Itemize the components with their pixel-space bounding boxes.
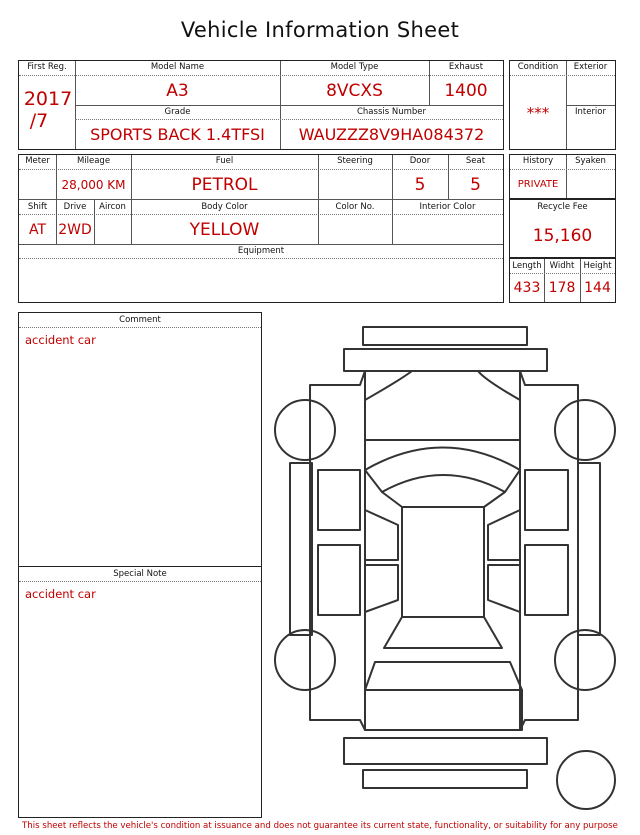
model-type-label: Model Type (330, 62, 379, 72)
shift-value: AT (28, 221, 47, 238)
comment-box (18, 312, 262, 567)
length-label: Length (512, 261, 542, 271)
chassis-number-value: WAUZZZ8V9HA084372 (298, 125, 485, 144)
door-label: Door (409, 156, 431, 166)
model-type-value: 8VCXS (326, 80, 383, 101)
left-front-door (318, 470, 360, 530)
car-damage-diagram (270, 320, 630, 820)
steering-label: Steering (337, 156, 373, 166)
condition-label: Condition (517, 62, 559, 72)
dash (382, 492, 505, 507)
syaken-label: Syaken (575, 156, 606, 166)
front-bumper-top (363, 327, 527, 345)
chassis-number-label: Chassis Number (356, 107, 427, 117)
rear-bumper (344, 738, 547, 764)
model-name-value: A3 (166, 80, 189, 101)
hood (365, 371, 520, 440)
trunk (365, 690, 522, 730)
mileage-label: Mileage (76, 156, 111, 166)
meter-label: Meter (25, 156, 50, 166)
dimensions-table (509, 258, 616, 303)
width-label: Widht (549, 261, 575, 271)
right-front-door (525, 470, 568, 530)
rear-glass (384, 617, 502, 648)
right-front-window (488, 510, 520, 560)
windshield (365, 448, 520, 493)
history-value: PRIVATE (517, 178, 559, 190)
first-reg-month: /7 (29, 110, 49, 132)
body-color-label: Body Color (201, 202, 248, 212)
mileage-value: 28,000 KM (61, 177, 126, 192)
length-value: 433 (513, 280, 541, 296)
condition-value: *** (526, 104, 550, 122)
interior-color-label: Interior Color (419, 202, 476, 212)
condition-table (509, 60, 616, 150)
body-color-value: YELLOW (189, 219, 260, 240)
special-note-box (18, 566, 262, 818)
rear-right-wheel (555, 630, 615, 690)
fuel-value: PETROL (191, 174, 258, 195)
first-reg-label: First Reg. (27, 62, 67, 72)
recycle-fee-label: Recycle Fee (537, 202, 588, 212)
exterior-label: Exterior (573, 62, 608, 72)
right-side-body (520, 371, 578, 730)
right-side-skirt (578, 463, 600, 635)
vehicle-main-table (18, 60, 504, 150)
seat-value: 5 (470, 174, 481, 195)
first-reg-year: 2017 (23, 88, 73, 110)
shift-label: Shift (27, 202, 48, 212)
model-name-label: Model Name (150, 62, 205, 72)
equipment-label: Equipment (237, 246, 285, 256)
special-note-text: accident car (25, 587, 96, 601)
front-right-curve (478, 371, 520, 400)
recycle-fee-table (509, 199, 616, 258)
special-note-label: Special Note (113, 569, 167, 579)
history-label: History (522, 156, 554, 166)
front-right-wheel (555, 400, 615, 460)
rear-bumper-bottom (363, 770, 527, 788)
drive-label: Drive (63, 202, 87, 212)
history-table (509, 154, 616, 199)
left-rear-door (318, 545, 360, 615)
fuel-label: Fuel (215, 156, 234, 166)
right-rear-door (525, 545, 568, 615)
front-bumper (344, 349, 547, 371)
drive-value: 2WD (58, 221, 92, 238)
comment-text: accident car (25, 333, 96, 347)
exhaust-label: Exhaust (448, 62, 484, 72)
front-left-wheel (275, 400, 335, 460)
recycle-fee-value: 15,160 (532, 226, 593, 246)
vehicle-details-table (18, 154, 504, 303)
left-side-skirt (290, 463, 312, 635)
page-title: Vehicle Information Sheet (180, 18, 460, 42)
trunk-lid (365, 662, 522, 690)
spare-wheel (557, 751, 615, 809)
exhaust-value: 1400 (444, 80, 488, 101)
height-value: 144 (584, 280, 611, 296)
aircon-label: Aircon (99, 202, 126, 212)
left-rear-window (365, 565, 398, 612)
rear-left-wheel (275, 630, 335, 690)
grade-label: Grade (164, 107, 191, 117)
door-value: 5 (414, 174, 426, 195)
roof (402, 507, 484, 617)
seat-label: Seat (465, 156, 486, 166)
footer-disclaimer: This sheet reflects the vehicle's condition at issuance and does not guarantee its current state, functionality, or suitability for any purpose (22, 821, 618, 831)
left-front-window (365, 510, 398, 560)
front-left-curve (365, 371, 412, 400)
color-no-label: Color No. (335, 202, 375, 212)
interior-label: Interior (574, 107, 606, 117)
right-rear-window (488, 565, 520, 612)
comment-label: Comment (119, 315, 161, 325)
width-value: 178 (548, 280, 576, 296)
height-label: Height (583, 261, 612, 271)
grade-value: SPORTS BACK 1.4TFSI (90, 125, 265, 144)
